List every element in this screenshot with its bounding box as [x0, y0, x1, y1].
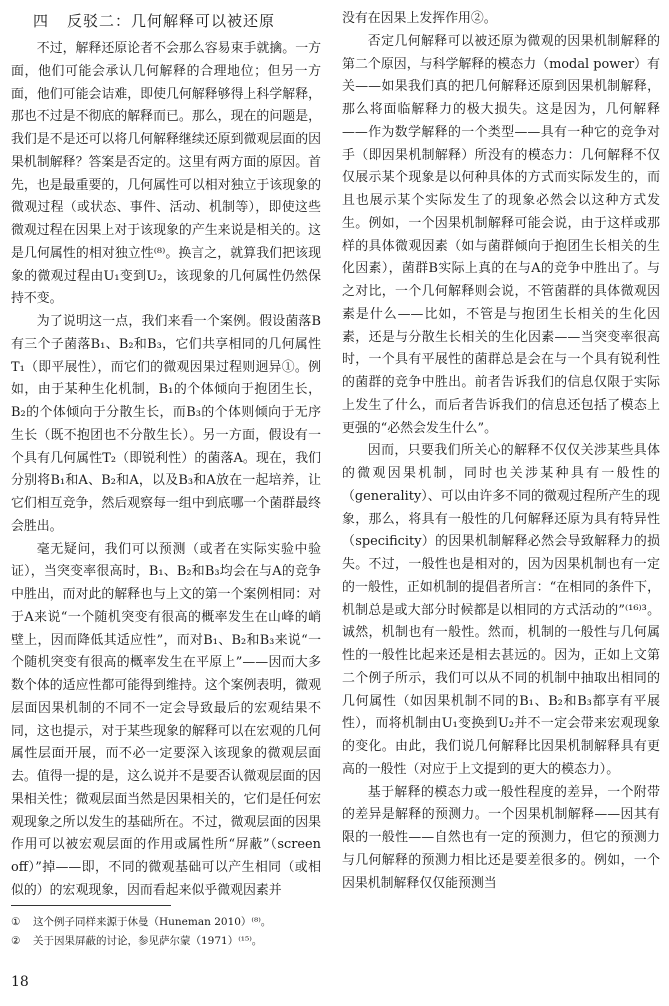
- footnote: [11, 913, 651, 932]
- section-title: 反驳二：几何解释可以被还原: [67, 12, 276, 30]
- paragraph: 不过，解释还原论者不会那么容易束手就擒。一方面，他们可能会承认几何解释的合理地位；但另一方面，他们可能会诘难，即使几何解释够得上科学解释，那也不过是不彻底的解释而已。那么，现在的问题是，我们是不是还可以将几何解释继续还原到微观层面的因果机制解释？答案是否定的。这里有两方面的原因。首先，也是最重要的，几何属性可以相对独立于该现象的微观过程（或状态、事件、活动、机制等），即使这些微观过程在因果上对于该现象的产生来说是相关的。这是几何属性的相对独立性⁽⁸⁾。换言之，就算我们把该现象的微观过程由U₁变到U₂，该现象的几何属性仍然保持不变。: [11, 41, 321, 307]
- right-column: [342, 8, 660, 895]
- footnote-divider: [11, 905, 171, 906]
- footnote: [11, 932, 651, 951]
- section-number: 四: [33, 12, 50, 30]
- section-heading: [11, 8, 321, 34]
- paragraph: 毫无疑问，我们可以预测（或者在实际实验中验证），当突变率很高时，B₁、B₂和B₃均会在与A的竞争中胜出，而对此的解释也与上文的第一个案例相同：对于A来说“一个随机突变有很高的概率发生在山峰的峭壁上，因而降低其适应性”，而对B₁、B₂和B₃来说“一个随机突变有很高的概率发生在平原上”——因而大多数个体的适应性都可能得到维持。这个案例表明，微观层面因果机制的不同不一定会导致最后的宏观结果不同，这也提示，对于某些现象的解释可以在宏观的几何属性层面开展，而不必一定要深入该现象的微观层面去。值得一提的是，这么说并不是要否认微观层面的因果相关性；微观层面当然是因果相关的，它们是任何宏观现象之所以发生的基础所在。不过，微观层面的因果作用可以被宏观层面的作用或属性所“屏蔽”（screen off）”掉——即，不同的微观基础可以产生相同（或相似的）的宏观现象，因而看起来似乎微观因素并: [11, 541, 321, 898]
- page-number: 18: [11, 974, 29, 990]
- footnote-mark: ②: [11, 935, 21, 947]
- paragraph: 否定几何解释可以被还原为微观的因果机制解释的第二个原因，与科学解释的模态力（modal power）有关——如果我们真的把几何解释还原到因果机制解释，那么将面临解释力的极大损失。这是因为，几何解释——作为数学解释的一个类型——具有一种它的竞争对手（即因果机制解释）所没有的模态力：几何解释不仅仅展示某个现象是以何种具体的方式而实际发生的，而且也展示某个实际发生了的现象必然会以这种方式发生。例如，一个因果机制解释可能会说，由于这样或那样的具体微观因素（如与菌群倾向于抱团生长相关的生化因素），菌群B实际上真的在与A的竞争中胜出了。与之对比，一个几何解释则会说，不管菌群的具体微观因素是什么——比如，不管是与抱团生长相关的生化因素，还是与分散生长相关的生化因素——当突变率很高时，一个具有平展性的菌群总是会在与一个具有锐利性的菌群的竞争中胜出。前者告诉我们的信息仅限于实际上发生了什么，而后者告诉我们的信息还包括了模态上更强的“必然会发生什么”。: [342, 33, 660, 436]
- footnote-mark: ①: [11, 916, 21, 928]
- paragraph: 因而，只要我们所关心的解释不仅仅关涉某些具体的微观因果机制，同时也关涉某种具有一般性的（generality）、可以由许多不同的微观过程所产生的现象，那么，将具有一般性的几何解释还原为具有特异性（specificity）的因果机制解释必然会导致解释力的损失。不过，一般性也是相对的，因为因果机制也有一定的一般性，正如机制的提倡者所言：“在相同的条件下，机制总是或大部分时候都是以相同的方式活动的”⁽¹⁶⁾³。诚然，机制也有一般性。然而，机制的一般性与几何属性的一般性比起来还是相去甚远的。因为，正如上文第二个例子所示，我们可以从不同的机制中抽取出相同的几何属性（如因果机制不同的B₁、B₂和B₃都享有平展性），而将机制由U₁变换到U₂并不一定会带来宏观现象的变化。由此，我们说几何解释比因果机制解释具有更高的一般性（对应于上文提到的更大的模态力）。: [342, 443, 660, 777]
- left-column: [11, 8, 321, 903]
- paragraph-continuation: 没有在因果上发挥作用②。: [342, 11, 497, 26]
- footnotes: [11, 913, 651, 951]
- footnote-text: 这个例子同样来源于休曼（Huneman 2010）⁽⁸⁾。: [33, 916, 272, 928]
- paragraph: 为了说明这一点，我们来看一个案例。假设菌落B有三个子菌落B₁、B₂和B₃，它们共享相同的几何属性T₁（即平展性），而它们的微观因果过程则迥异①。例如，由于某种生化机制，B₁的个体倾向于抱团生长，B₂的个体倾向于分散生长，而B₃的个体则倾向于无序生长（既不抱团也不分散生长）。另一方面，假设有一个具有几何属性T₂（即锐利性）的菌落A。现在，我们分别将B₁和A、B₂和A，以及B₃和A放在一起培养，让它们相互竞争，然后观察每一组中到底哪一个菌群最终会胜出。: [11, 314, 321, 534]
- footnote-text: 关于因果屏蔽的讨论，参见萨尔蒙（1971）⁽¹⁵⁾。: [33, 935, 263, 947]
- paragraph: 基于解释的模态力或一般性程度的差异，一个附带的差异是解释的预测力。一个因果机制解释——因其有限的一般性——自然也有一定的预测力，但它的预测力与几何解释的预测力相比还是要差很多的。例如，一个因果机制解释仅仅能预测当: [342, 784, 660, 891]
